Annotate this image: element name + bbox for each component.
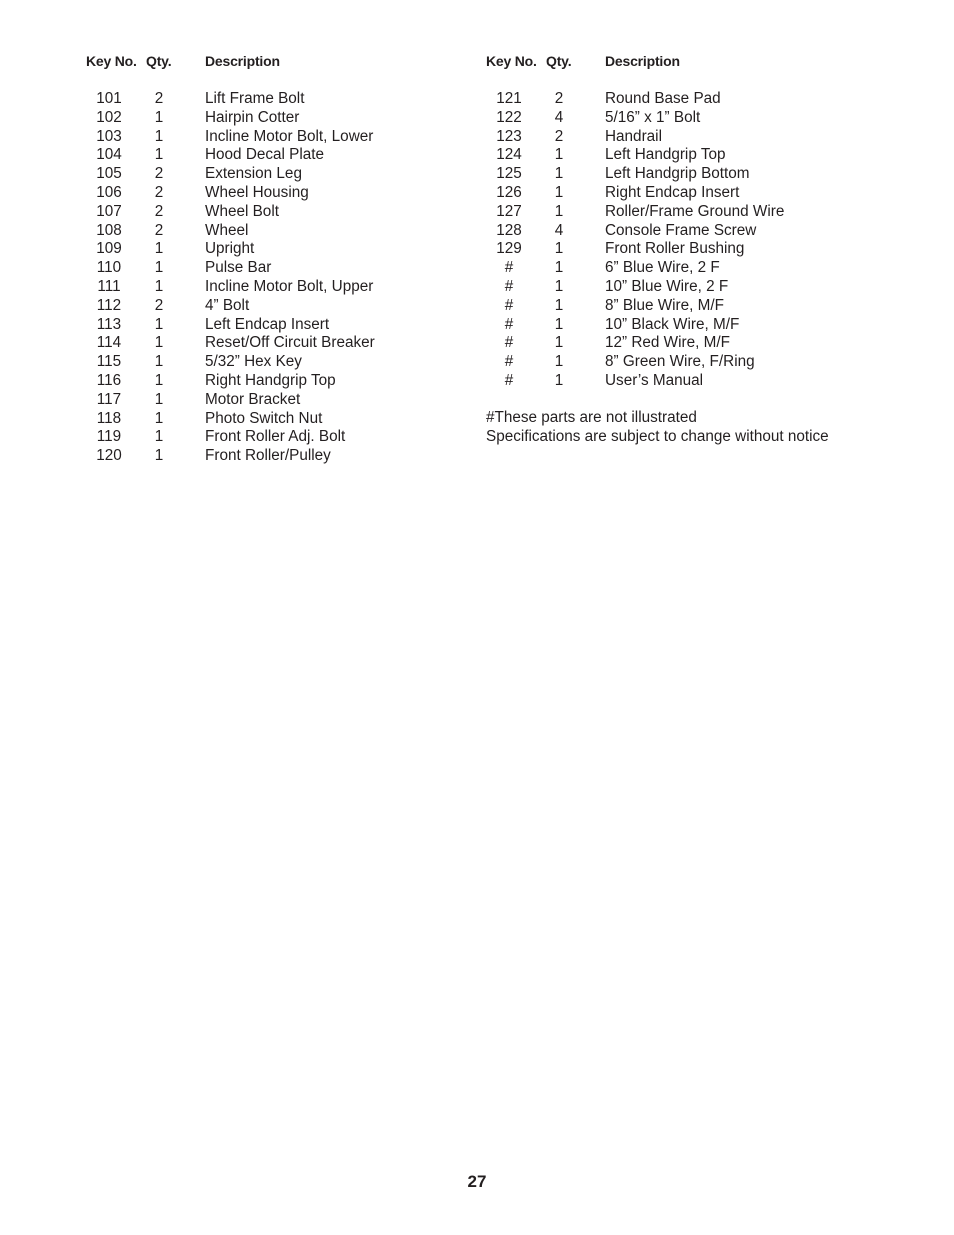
key-no-cell: 129 — [496, 240, 522, 258]
specifications-note: Specifications are subject to change without notice — [486, 428, 829, 446]
parts-row — [486, 146, 926, 165]
key-no-cell: 115 — [96, 353, 122, 371]
description-cell: 6” Blue Wire, 2 F — [605, 259, 720, 277]
qty-cell: 1 — [554, 371, 564, 389]
parts-row — [86, 428, 466, 447]
key-no-cell: 103 — [96, 127, 122, 145]
key-no-cell: 125 — [496, 165, 522, 183]
parts-row — [486, 353, 926, 372]
description-cell: Front Roller/Pulley — [205, 447, 331, 465]
description-cell: Wheel — [205, 221, 249, 239]
key-no-cell: 123 — [496, 127, 522, 145]
key-no-cell: 110 — [96, 259, 122, 277]
key-no-cell: # — [504, 259, 514, 277]
key-no-cell: # — [504, 277, 514, 295]
key-no-cell: 126 — [496, 183, 522, 201]
key-no-cell: # — [504, 334, 514, 352]
qty-cell: 1 — [154, 127, 164, 145]
parts-rows — [486, 90, 926, 391]
qty-cell: 1 — [554, 165, 564, 183]
description-cell: 12” Red Wire, M/F — [605, 334, 730, 352]
key-no-cell: 107 — [96, 202, 122, 220]
description-header: Description — [205, 53, 280, 69]
parts-row — [486, 316, 926, 335]
key-no-cell: 108 — [96, 221, 122, 239]
parts-list-left-column — [86, 53, 466, 466]
qty-cell: 1 — [154, 259, 164, 277]
key-no-cell: # — [504, 371, 514, 389]
parts-row — [86, 353, 466, 372]
qty-cell: 2 — [154, 296, 164, 314]
key-no-cell: 121 — [496, 90, 522, 107]
qty-header: Qty. — [546, 53, 572, 69]
key-no-cell: 122 — [496, 108, 522, 126]
key-no-cell: 105 — [96, 165, 122, 183]
qty-cell: 1 — [154, 146, 164, 164]
description-cell: Incline Motor Bolt, Lower — [205, 127, 374, 145]
description-cell: Upright — [205, 240, 255, 258]
description-cell: Motor Bracket — [205, 390, 301, 408]
key-no-cell: 128 — [496, 221, 522, 239]
key-no-cell: 113 — [96, 315, 122, 333]
description-cell: Roller/Frame Ground Wire — [605, 202, 785, 220]
qty-cell: 2 — [554, 127, 564, 145]
description-cell: 8” Blue Wire, M/F — [605, 296, 724, 314]
parts-row — [486, 90, 926, 109]
qty-cell: 1 — [154, 240, 164, 258]
key-no-cell: 104 — [96, 146, 122, 164]
key-no-cell: 119 — [96, 428, 122, 446]
description-cell: Reset/Off Circuit Breaker — [205, 334, 375, 352]
parts-row — [86, 128, 466, 147]
key-no-cell: 102 — [96, 108, 122, 126]
parts-row — [86, 410, 466, 429]
key-no-cell: 124 — [496, 146, 522, 164]
qty-cell: 2 — [154, 90, 164, 107]
key-no-cell: 114 — [96, 334, 122, 352]
description-cell: 8” Green Wire, F/Ring — [605, 353, 755, 371]
parts-row — [86, 222, 466, 241]
description-cell: Left Handgrip Bottom — [605, 165, 750, 183]
key-no-cell: 106 — [96, 183, 122, 201]
key-no-header: Key No. — [486, 53, 537, 69]
qty-cell: 1 — [154, 371, 164, 389]
description-cell: Right Handgrip Top — [205, 371, 336, 389]
parts-row — [86, 203, 466, 222]
parts-row — [486, 184, 926, 203]
key-no-cell: 112 — [96, 296, 122, 314]
description-header: Description — [605, 53, 680, 69]
parts-row — [486, 165, 926, 184]
parts-row — [86, 447, 466, 466]
qty-header: Qty. — [146, 53, 172, 69]
qty-cell: 1 — [154, 428, 164, 446]
parts-row — [86, 240, 466, 259]
parts-row — [86, 391, 466, 410]
qty-cell: 1 — [154, 409, 164, 427]
key-no-header: Key No. — [86, 53, 137, 69]
description-cell: Handrail — [605, 127, 662, 145]
qty-cell: 1 — [554, 146, 564, 164]
qty-cell: 1 — [554, 277, 564, 295]
parts-row — [486, 240, 926, 259]
key-no-cell: # — [504, 296, 514, 314]
parts-row — [86, 334, 466, 353]
description-cell: Hood Decal Plate — [205, 146, 325, 164]
parts-row — [486, 297, 926, 316]
description-cell: 5/32” Hex Key — [205, 353, 302, 371]
qty-cell: 2 — [554, 90, 564, 107]
qty-cell: 1 — [154, 315, 164, 333]
qty-cell: 2 — [154, 183, 164, 201]
parts-row — [486, 109, 926, 128]
parts-list-right-column — [486, 53, 926, 447]
qty-cell: 1 — [554, 202, 564, 220]
description-cell: Front Roller Adj. Bolt — [205, 428, 346, 446]
key-no-cell: 101 — [96, 90, 122, 107]
key-no-cell: 117 — [96, 390, 122, 408]
parts-row — [86, 109, 466, 128]
key-no-cell: 116 — [96, 371, 122, 389]
description-cell: Wheel Housing — [205, 183, 309, 201]
description-cell: 10” Black Wire, M/F — [605, 315, 740, 333]
notes — [486, 409, 926, 447]
qty-cell: 2 — [154, 202, 164, 220]
key-no-cell: 111 — [97, 277, 121, 295]
parts-row — [86, 297, 466, 316]
key-no-cell: # — [504, 353, 514, 371]
qty-cell: 1 — [554, 259, 564, 277]
qty-cell: 1 — [554, 315, 564, 333]
description-cell: Photo Switch Nut — [205, 409, 323, 427]
key-no-cell: 118 — [96, 409, 122, 427]
key-no-cell: 127 — [496, 202, 522, 220]
description-cell: Extension Leg — [205, 165, 302, 183]
qty-cell: 1 — [154, 390, 164, 408]
parts-row — [486, 278, 926, 297]
qty-cell: 1 — [554, 334, 564, 352]
qty-cell: 1 — [554, 240, 564, 258]
parts-row — [486, 259, 926, 278]
parts-row — [86, 316, 466, 335]
description-cell: Console Frame Screw — [605, 221, 757, 239]
description-cell: Round Base Pad — [605, 90, 721, 107]
qty-cell: 1 — [154, 108, 164, 126]
qty-cell: 1 — [154, 447, 164, 465]
parts-row — [86, 146, 466, 165]
qty-cell: 2 — [154, 165, 164, 183]
description-cell: Front Roller Bushing — [605, 240, 745, 258]
qty-cell: 4 — [554, 221, 564, 239]
qty-cell: 4 — [554, 108, 564, 126]
description-cell: Wheel Bolt — [205, 202, 279, 220]
parts-row — [486, 222, 926, 241]
not-illustrated-note: #These parts are not illustrated — [486, 409, 697, 427]
description-cell: Incline Motor Bolt, Upper — [205, 277, 374, 295]
parts-row — [86, 165, 466, 184]
parts-row — [86, 278, 466, 297]
description-cell: 4” Bolt — [205, 296, 250, 314]
description-cell: User’s Manual — [605, 371, 704, 389]
description-cell: Left Handgrip Top — [605, 146, 726, 164]
parts-row — [86, 90, 466, 109]
parts-list-header — [86, 53, 466, 73]
qty-cell: 1 — [554, 296, 564, 314]
parts-row — [486, 334, 926, 353]
parts-row — [486, 128, 926, 147]
key-no-cell: 109 — [96, 240, 122, 258]
qty-cell: 1 — [154, 353, 164, 371]
description-cell: Left Endcap Insert — [205, 315, 330, 333]
description-cell: Lift Frame Bolt — [205, 90, 305, 107]
parts-list-header — [486, 53, 926, 73]
description-cell: 5/16” x 1” Bolt — [605, 108, 701, 126]
parts-row — [86, 184, 466, 203]
qty-cell: 1 — [554, 183, 564, 201]
description-cell: Pulse Bar — [205, 259, 272, 277]
qty-cell: 1 — [154, 277, 164, 295]
description-cell: Right Endcap Insert — [605, 183, 740, 201]
parts-row — [86, 372, 466, 391]
key-no-cell: # — [504, 315, 514, 333]
key-no-cell: 120 — [96, 447, 122, 465]
description-cell: Hairpin Cotter — [205, 108, 300, 126]
qty-cell: 2 — [154, 221, 164, 239]
parts-row — [486, 372, 926, 391]
parts-row — [486, 203, 926, 222]
page-number: 27 — [467, 1172, 487, 1191]
parts-row — [86, 259, 466, 278]
qty-cell: 1 — [154, 334, 164, 352]
parts-rows — [86, 90, 466, 466]
qty-cell: 1 — [554, 353, 564, 371]
description-cell: 10” Blue Wire, 2 F — [605, 277, 729, 295]
